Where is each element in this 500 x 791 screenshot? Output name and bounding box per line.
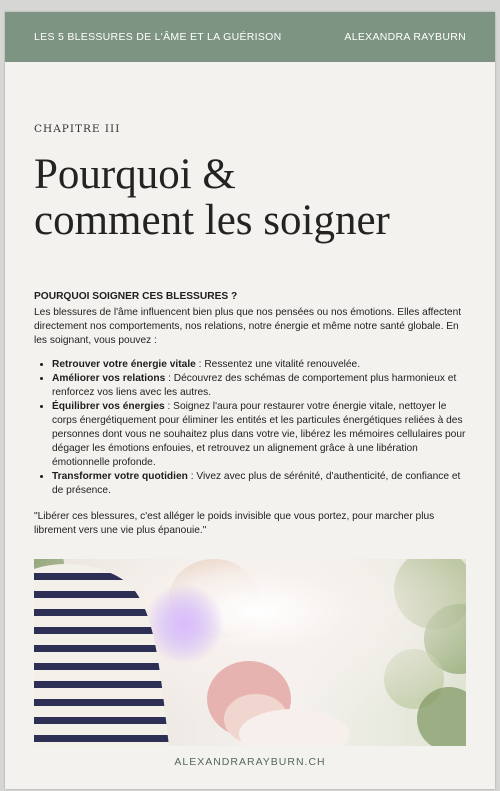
photo-illustration [34,559,466,746]
list-item [52,358,474,372]
chapter-label: CHAPITRE III [34,123,121,135]
page-header [5,12,495,62]
intro-paragraph: Les blessures de l'âme influencent bien plus que nos pensées ou nos émotions. Elles affectent directement nos comportements, nos relations, notre énergie et même notre santé globale. En les soignant, vous pouvez : [34,307,462,346]
list-item-title: Transformer votre quotidien [52,471,188,482]
title-line-1: Pourquoi & [34,151,236,198]
list-item-title: Retrouver votre énergie vitale [52,359,196,370]
content-section [34,290,474,538]
list-item-text: : Découvrez des schémas de comportement plus harmonieux et renforcez vos liens avec les autres. [52,373,457,398]
list-item-text: : Vivez avec plus de sérénité, d'authenticité, de confiance et de présence. [52,471,461,496]
mother-child-photo [34,559,466,746]
title-line-2: comment les soigner [34,197,390,244]
document-page [5,12,495,789]
list-item [52,400,474,470]
list-item [52,470,474,498]
header-author: ALEXANDRA RAYBURN [344,31,466,43]
list-item-title: Améliorer vos relations [52,373,166,384]
list-item-text: : Ressentez une vitalité renouvelée. [195,359,361,370]
footer-website: ALEXANDRARAYBURN.CH [174,756,326,768]
benefits-list [34,358,474,498]
section-heading: POURQUOI SOIGNER CES BLESSURES ? [34,291,238,302]
page-title [34,152,474,244]
header-book-title: LES 5 BLESSURES DE L'ÂME ET LA GUÉRISON [34,31,282,43]
list-item-text: : Soignez l'aura pour restaurer votre énergie vitale, nettoyer le corps énergétiquement pour éliminer les entités et les particules énergétiques reliées à des personnes dont vous ne souhaitez plus dans votre vie, libérez les mémoires cellulaires pour dégager les émotions enfouies, et retrouvez un alignement grâce à une libération émotionnelle profonde. [52,401,466,468]
list-item-title: Équilibrer vos énergies [52,401,165,412]
list-item [52,372,474,400]
quote-text: "Libérer ces blessures, c'est alléger le poids invisible que vous portez, pour marcher plus librement vers une vie plus épanouie." [34,511,435,536]
